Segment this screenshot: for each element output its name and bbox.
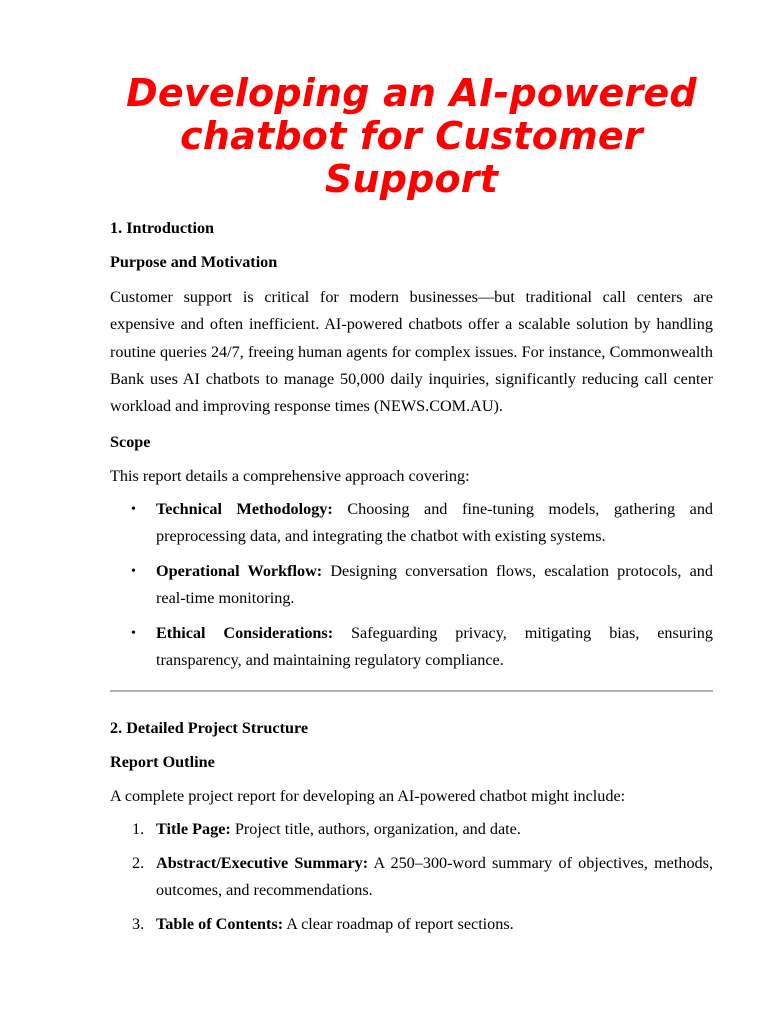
section-divider (110, 690, 713, 692)
outline-list (110, 816, 713, 938)
outline-item-term: Abstract/Executive Summary: (156, 854, 369, 873)
section-heading-introduction: 1. Introduction (110, 219, 215, 237)
scope-list (110, 496, 713, 674)
scope-item-text: Choosing and fine-tuning models, gathering and preprocessing data, and integrating the chatbot with existing systems. (156, 500, 714, 546)
item-number: 1. (132, 820, 145, 839)
outline-item-text: A 250–300-word summary of objectives, methods, outcomes, and recommendations. (156, 854, 713, 900)
scope-intro: This report details a comprehensive approach covering: (110, 467, 470, 486)
outline-item-term: Title Page: (156, 820, 231, 839)
outline-item-text: A clear roadmap of report sections. (283, 915, 514, 934)
scope-item (110, 620, 713, 674)
scope-item (110, 558, 713, 612)
document-page (110, 72, 713, 945)
outline-item (110, 850, 713, 904)
scope-item-term: Technical Methodology: (156, 500, 333, 519)
bullet-marker: • (131, 626, 136, 642)
outline-item-term: Table of Contents: (156, 915, 284, 934)
scope-item (110, 496, 713, 550)
item-number: 2. (132, 854, 145, 873)
document-title: Developing an AI-powered chatbot for Customer Support (126, 71, 697, 201)
outline-item (110, 816, 713, 843)
bullet-marker: • (131, 564, 136, 580)
subheading-scope: Scope (110, 433, 151, 452)
scope-item-term: Operational Workflow: (156, 562, 323, 581)
subheading-report-outline: Report Outline (110, 753, 215, 772)
section-heading-project-structure: 2. Detailed Project Structure (110, 719, 309, 738)
scope-item-term: Ethical Considerations: (156, 624, 334, 643)
scope-item-text: Safeguarding privacy, mitigating bias, ensuring transparency, and maintaining regulatory compliance. (156, 624, 713, 670)
outline-intro: A complete project report for developing an AI-powered chatbot might include: (110, 787, 626, 806)
outline-item (110, 911, 713, 938)
outline-item-text: Project title, authors, organization, and date. (230, 820, 521, 839)
item-number: 3. (132, 915, 145, 934)
purpose-paragraph: Customer support is critical for modern businesses—but traditional call centers are expensive and often inefficient. AI-powered chatbots offer a scalable solution by handling routine queries 24/7, freeing human agents for complex issues. For instance, Commonwealth Bank uses AI chatbots to manage 50,000 daily inquiries, significantly reducing call center workload and improving response times (NEWS.COM.AU). (110, 288, 713, 416)
scope-item-text: Designing conversation flows, escalation protocols, and real-time monitoring. (156, 562, 713, 608)
bullet-marker: • (131, 502, 136, 518)
subheading-purpose: Purpose and Motivation (110, 253, 278, 271)
